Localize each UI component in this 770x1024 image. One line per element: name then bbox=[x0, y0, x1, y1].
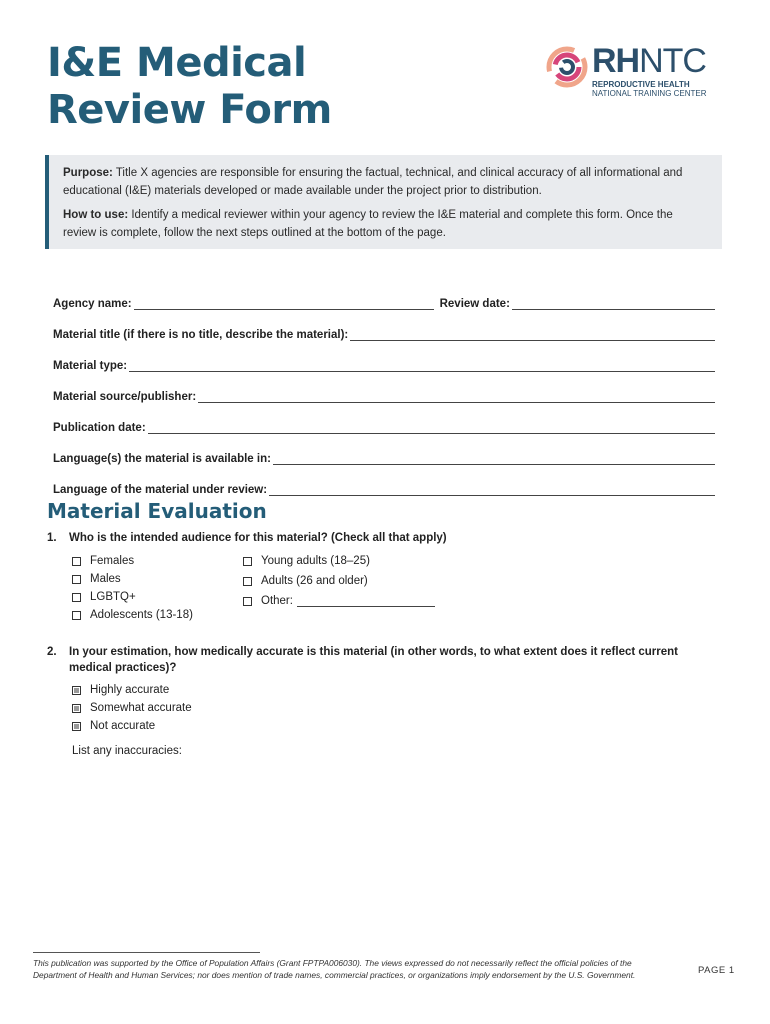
question-1-text: Who is the intended audience for this material? (Check all that apply) bbox=[69, 532, 447, 544]
question-2-text bbox=[69, 644, 678, 676]
material-type-label: Material type: bbox=[53, 360, 128, 372]
accuracy-options bbox=[72, 681, 192, 735]
checkbox[interactable] bbox=[72, 593, 81, 602]
checkbox[interactable] bbox=[72, 704, 81, 713]
agency-name-label: Agency name: bbox=[53, 298, 132, 310]
option-label: LGBTQ+ bbox=[90, 591, 136, 603]
option-label: Not accurate bbox=[90, 720, 156, 732]
languages-field[interactable] bbox=[273, 452, 715, 465]
material-source-field[interactable] bbox=[198, 390, 715, 403]
inaccuracies-label: List any inaccuracies: bbox=[72, 745, 182, 757]
languages-label: Language(s) the material is available in: bbox=[53, 453, 271, 465]
agency-name-field[interactable] bbox=[134, 297, 434, 310]
language-review-label: Language of the material under review: bbox=[53, 484, 268, 496]
footnote-line-2: Department of Health and Human Services; nor does mention of trade names, commercial practices, or organizations imply endorsement by the U.S. Government. bbox=[33, 970, 636, 980]
audience-option[interactable] bbox=[72, 570, 193, 588]
question-2-line-1: In your estimation, how medically accurate is this material (in other words, to what extent does it reflect current bbox=[69, 646, 679, 658]
purpose-box bbox=[45, 155, 722, 249]
checkbox[interactable] bbox=[72, 722, 81, 731]
option-label: Other: bbox=[261, 595, 293, 607]
checkbox[interactable] bbox=[243, 597, 252, 606]
logo-rh: RH bbox=[592, 42, 640, 80]
review-date-label: Review date: bbox=[439, 298, 510, 310]
material-title-row bbox=[53, 310, 715, 341]
logo-wordmark bbox=[592, 42, 706, 80]
title-line-2: Review Form bbox=[47, 87, 332, 133]
purpose-paragraph bbox=[63, 164, 708, 200]
material-title-field[interactable] bbox=[350, 328, 715, 341]
logo-swirl-icon bbox=[546, 44, 588, 90]
footnote bbox=[33, 957, 693, 981]
option-label: Highly accurate bbox=[90, 684, 170, 696]
purpose-label: Purpose: bbox=[63, 167, 113, 179]
page-number: PAGE 1 bbox=[698, 965, 735, 976]
audience-option[interactable] bbox=[243, 591, 435, 611]
title-line-1: I&E Medical bbox=[47, 40, 307, 86]
form-title bbox=[47, 40, 332, 134]
accuracy-option[interactable] bbox=[72, 681, 192, 699]
footnote-line-1: This publication was supported by the Office of Population Affairs (Grant FPTPA006030). The views expressed do not necessarily reflect the official policies of the bbox=[33, 958, 632, 968]
language-review-field[interactable] bbox=[269, 483, 715, 496]
material-title-label: Material title (if there is no title, describe the material): bbox=[53, 329, 349, 341]
howto-text: Identify a medical reviewer within your agency to review the I&E material and complete this form. Once the review is complete, follow the next steps outlined at the bottom of the page. bbox=[63, 209, 673, 239]
option-label: Females bbox=[90, 555, 135, 567]
publication-date-row bbox=[53, 403, 715, 434]
question-1-number: 1. bbox=[47, 532, 57, 544]
agency-row bbox=[53, 279, 715, 310]
option-label: Young adults (18–25) bbox=[261, 555, 370, 567]
option-label: Males bbox=[90, 573, 121, 585]
audience-option[interactable] bbox=[243, 551, 435, 571]
material-source-label: Material source/publisher: bbox=[53, 391, 197, 403]
footnote-rule bbox=[33, 952, 260, 953]
howto-paragraph bbox=[63, 206, 708, 242]
material-source-row bbox=[53, 372, 715, 403]
accuracy-option[interactable] bbox=[72, 699, 192, 717]
audience-options-col-1 bbox=[72, 552, 193, 624]
review-date-field[interactable] bbox=[512, 297, 715, 310]
purpose-text: Title X agencies are responsible for ensuring the factual, technical, and clinical accuracy of all informational and educational (I&E) materials developed or made available under the project prior to distribution. bbox=[63, 167, 683, 197]
languages-row bbox=[53, 434, 715, 465]
rhntc-logo bbox=[546, 42, 731, 100]
checkbox[interactable] bbox=[243, 577, 252, 586]
question-2-line-2: medical practices)? bbox=[69, 662, 177, 674]
logo-line-2: NATIONAL TRAINING CENTER bbox=[592, 89, 707, 98]
logo-line-1: REPRODUCTIVE HEALTH bbox=[592, 80, 690, 89]
checkbox[interactable] bbox=[72, 611, 81, 620]
option-label: Adults (26 and older) bbox=[261, 575, 368, 587]
option-label: Somewhat accurate bbox=[90, 702, 192, 714]
section-title: Material Evaluation bbox=[47, 499, 267, 523]
material-type-field[interactable] bbox=[129, 359, 715, 372]
checkbox[interactable] bbox=[72, 557, 81, 566]
accuracy-option[interactable] bbox=[72, 717, 192, 735]
checkbox[interactable] bbox=[72, 575, 81, 584]
checkbox[interactable] bbox=[72, 686, 81, 695]
howto-label: How to use: bbox=[63, 209, 129, 221]
audience-option[interactable] bbox=[72, 552, 193, 570]
audience-options-col-2 bbox=[243, 551, 435, 611]
option-label: Adolescents (13-18) bbox=[90, 609, 193, 621]
logo-ntc: NTC bbox=[639, 42, 706, 80]
checkbox[interactable] bbox=[243, 557, 252, 566]
audience-option[interactable] bbox=[243, 571, 435, 591]
language-review-row bbox=[53, 465, 715, 496]
question-2-number: 2. bbox=[47, 646, 57, 658]
audience-option[interactable] bbox=[72, 588, 193, 606]
material-type-row bbox=[53, 341, 715, 372]
publication-date-label: Publication date: bbox=[53, 422, 146, 434]
form-fields bbox=[53, 279, 715, 496]
publication-date-field[interactable] bbox=[148, 421, 715, 434]
other-field[interactable] bbox=[297, 596, 435, 607]
audience-option[interactable] bbox=[72, 606, 193, 624]
